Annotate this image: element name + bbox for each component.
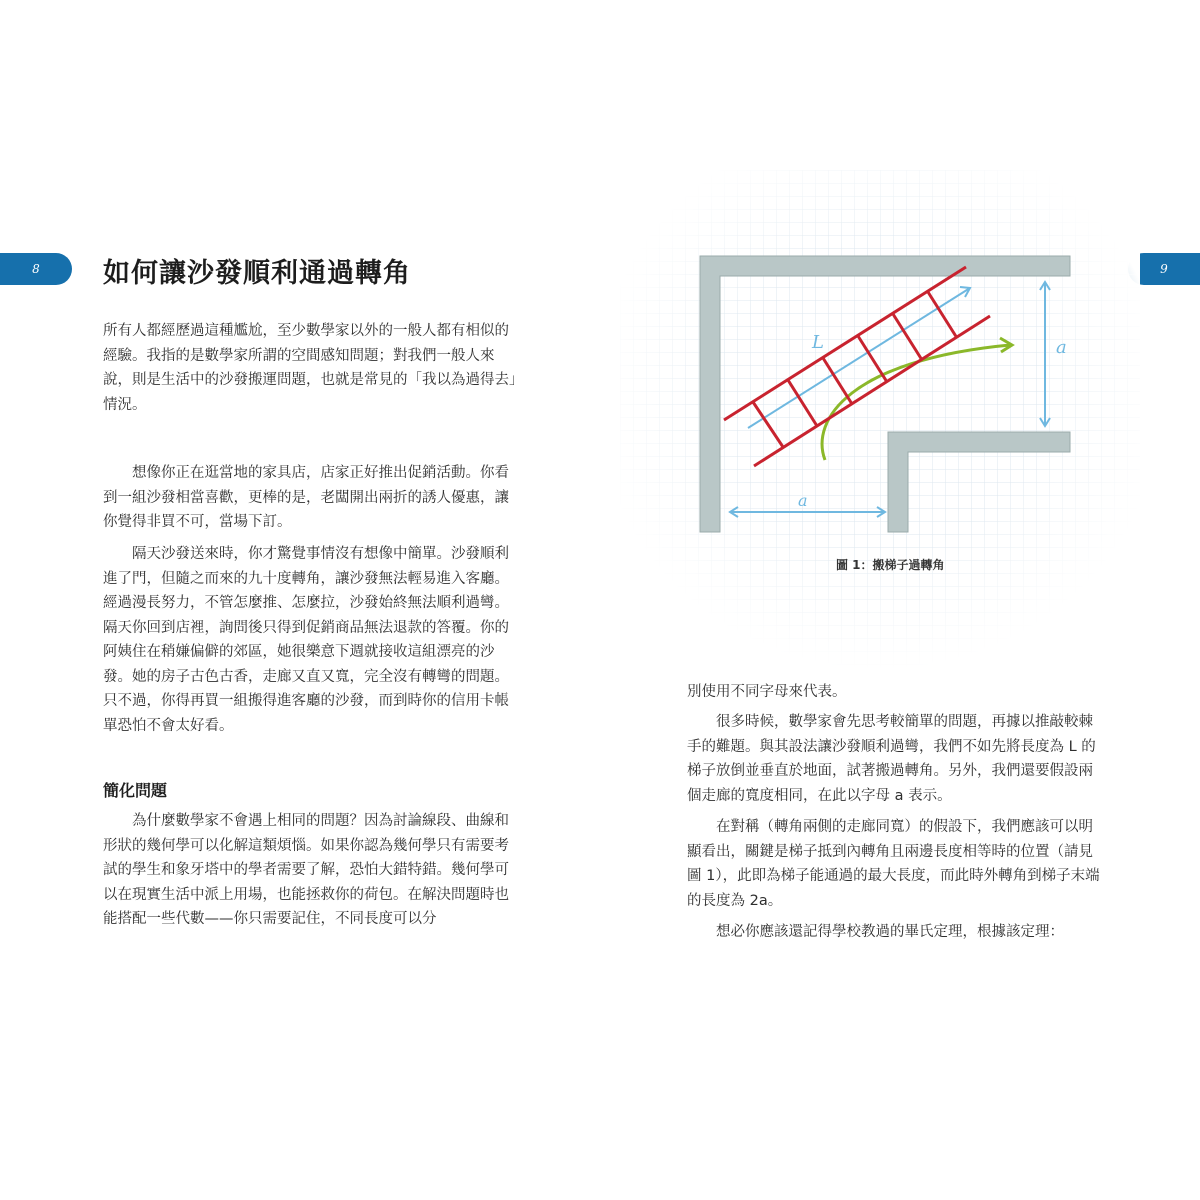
- figure-caption: 圖 1：搬梯子過轉角: [836, 558, 945, 572]
- page-number-left: 8: [0, 253, 72, 285]
- body-paragraph: 隔天沙發送來時，你才驚覺事情沒有想像中簡單。沙發順利進了門，但隨之而來的九十度轉角，讓沙發無法輕易進入客廳。經過漫長努力，不管怎麼推、怎麼拉，沙發始終無法順利過彎。隔天你回到店裡，詢問後只得到促銷商品無法退款的答覆。你的阿姨住在稍嫌偏僻的郊區，她很樂意下週就接收這組漂亮的沙發。她的房子古色古香，走廊又直又寬，完全沒有轉彎的問題。只不過，你得再買一組搬得進客廳的沙發，而到時你的信用卡帳單恐怕不會太好看。: [103, 546, 509, 734]
- width-label-vertical: a: [1056, 337, 1067, 358]
- ladder-length-label: L: [812, 332, 824, 353]
- section-heading: 簡化問題: [103, 781, 168, 800]
- section-paragraph: 為什麼數學家不會遇上相同的問題？因為討論線段、曲線和形狀的幾何學可以化解這類煩惱。如果你認為幾何學只有需要考試的學生和象牙塔中的學者需要了解，恐怕大錯特錯。幾何學可以在現實生活中派上用場，也能拯救你的荷包。在解決問題時也能搭配一些代數——你只需要記住，不同長度可以分: [103, 813, 509, 927]
- ladder-corner-figure: [620, 170, 1140, 670]
- page-number-right: 9: [1128, 253, 1200, 285]
- body-paragraph: 別使用不同字母來代表。: [687, 684, 847, 700]
- body-paragraph: 想像你正在逛當地的家具店，店家正好推出促銷活動。你看到一組沙發相當喜歡，更棒的是，老闆開出兩折的誘人優惠，讓你覺得非買不可，當場下訂。: [103, 465, 509, 530]
- width-label-horizontal: a: [798, 491, 808, 510]
- chapter-title: 如何讓沙發順利通過轉角: [103, 258, 411, 289]
- body-paragraph: 在對稱（轉角兩側的走廊同寬）的假設下，我們應該可以明顯看出，關鍵是梯子抵到內轉角且兩邊長度相等時的位置（請見圖 1），此即為梯子能通過的最大長度，而此時外轉角到梯子末端的長度為 2a。: [687, 819, 1100, 909]
- body-paragraph: 想必你應該還記得學校教過的畢氏定理，根據該定理：: [716, 924, 1064, 940]
- body-paragraph: 很多時候，數學家會先思考較簡單的問題，再據以推敲較棘手的難題。與其設法讓沙發順利過彎，我們不如先將長度為 L 的梯子放倒並垂直於地面，試著搬過轉角。另外，我們還要假設兩個走廊的寬度相同，在此以字母 a 表示。: [687, 714, 1096, 804]
- intro-paragraph: 所有人都經歷過這種尷尬，至少數學家以外的一般人都有相似的經驗。我指的是數學家所謂的空間感知問題；對我們一般人來說，則是生活中的沙發搬運問題，也就是常見的「我以為過得去」情況。: [103, 323, 517, 413]
